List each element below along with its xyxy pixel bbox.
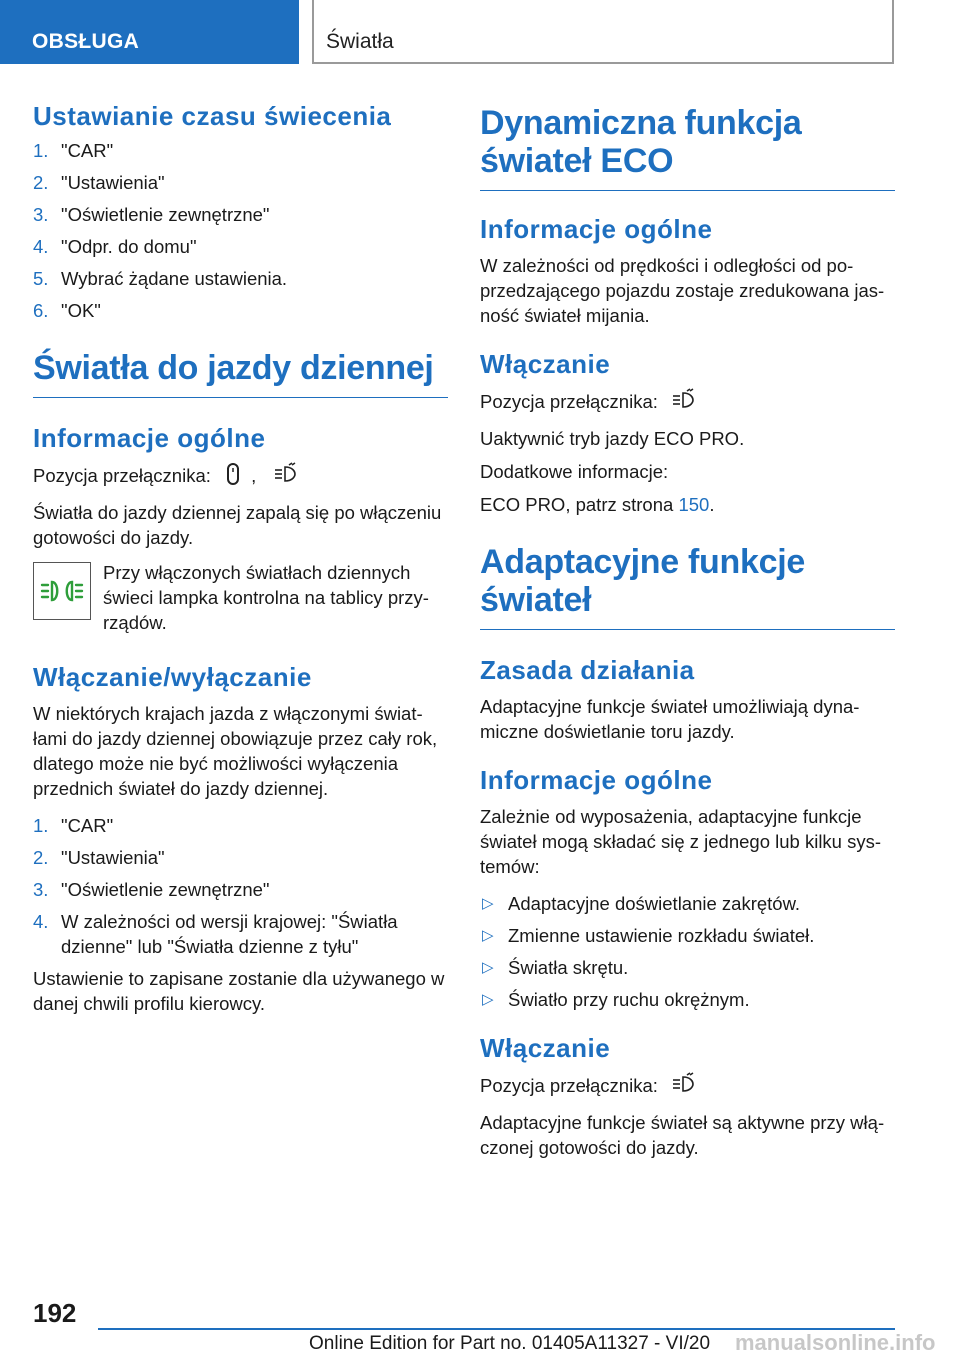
bullet-triangle-icon: ▷ [482,959,494,976]
steps-list-duration [33,138,448,323]
list-item-number: 6. [33,300,49,321]
eco-pro-reference-end: . [709,494,715,515]
list-item [480,955,895,980]
list-item-text: Wybrać żądane ustawienia. [61,268,288,289]
principle-paragraph: Adaptacyjne funkcje świateł umożliwiają dynamiczne doświetlanie toru jazdy. [480,696,860,742]
on-off-paragraph: W niektórych krajach jazda z włączonymi światłami do jazdy dziennej obowiązuje przez cały rok, dlatego może nie być możliwości wyłączenia przednich świateł do jazdy dziennej. [33,703,438,799]
list-item-number: 1. [33,815,49,836]
subheading-eco-general: Informacje ogólne [480,214,713,244]
list-item [33,813,448,838]
list-item-text: Adaptacyjne doświetlanie zakrętów. [508,893,801,914]
list-item [480,987,895,1012]
list-item-text: Światła skrętu. [508,957,629,978]
switch-position-line [33,462,448,492]
list-item [33,266,448,291]
auto-headlight-icon [671,388,697,418]
indicator-text: Przy włączonych światłach dziennych świeci lampka kontrolna na tablicy przyrządów. [103,562,429,633]
switch-position-label: Pozycja przełącznika: [480,390,658,412]
section-heading-duration: Ustawianie czasu świecenia [33,101,392,131]
list-item-number: 4. [33,236,49,257]
daylight-position-icon [224,462,242,492]
list-item [33,877,448,902]
eco-activate-paragraph: Uaktywnić tryb jazdy ECO PRO. [480,428,745,449]
right-column [480,100,895,1168]
list-item [480,891,895,916]
auto-headlight-icon [273,462,299,492]
list-item-text: "Odpr. do domu" [61,236,197,257]
list-item-number: 1. [33,140,49,161]
auto-headlight-icon [671,1072,697,1102]
additional-info-label: Dodatkowe informacje: [480,461,669,482]
subheading-general-info: Informacje ogólne [33,423,266,453]
list-item-text: Zmienne ustawienie rozkładu świateł. [508,925,815,946]
adaptive-general-paragraph: Zależnie od wyposażenia, adaptacyjne funkcje świateł mogą składać się z jednego lub kilku systemów: [480,806,882,877]
adaptive-systems-list [480,891,895,1012]
adaptive-active-paragraph: Adaptacyjne funkcje świateł są aktywne przy włączonej gotowości do jazdy. [480,1112,885,1158]
section-heading-daytime-lights: Światła do jazdy dziennej [33,349,448,398]
list-item-number: 3. [33,879,49,900]
list-item [33,298,448,323]
list-item [33,170,448,195]
subheading-adaptive-general: Informacje ogólne [480,765,713,795]
switch-position-label: Pozycja przełącznika: [480,1074,658,1096]
daytime-running-light-indicator-icon [33,562,91,620]
chapter-tab [312,0,894,64]
list-item-text: "Ustawienia" [61,847,165,868]
bullet-triangle-icon: ▷ [482,991,494,1008]
eco-pro-reference [480,492,895,517]
section-title: OBSŁUGA [32,30,140,53]
subheading-principle: Zasada działania [480,655,695,685]
list-item [33,138,448,163]
list-item [33,202,448,227]
subheading-on-off: Włączanie/wyłączanie [33,662,312,692]
list-item-number: 3. [33,204,49,225]
eco-switch-line [480,388,895,418]
bullet-triangle-icon: ▷ [482,927,494,944]
eco-pro-reference-text: ECO PRO, patrz strona [480,494,674,515]
list-item-text: "Oświetlenie zewnętrzne" [61,879,270,900]
section-tab [0,0,299,64]
indicator-note [33,560,448,635]
daytime-lights-paragraph: Światła do jazdy dziennej zapalą się po włączeniu gotowości do jazdy. [33,502,442,548]
switch-position-label: Pozycja przełącznika: [33,464,211,486]
list-item-text: "OK" [61,300,101,321]
left-column [33,100,448,1024]
section-heading-adaptive: Adaptacyjne funkcje świateł [480,543,895,630]
list-item-text: "Oświetlenie zewnętrzne" [61,204,270,225]
list-item [33,234,448,259]
list-item-text: W zależności od wersji krajowej: "Światła dzienne" lub "Światła dzienne z tyłu" [61,911,398,957]
chapter-title: Światła [326,30,394,53]
list-item-number: 4. [33,911,49,932]
switch-separator: , [251,464,257,486]
footer-watermark: manualsonline.info [735,1330,936,1355]
profile-note: Ustawienie to zapisane zostanie dla używanego w danej chwili profilu kierowcy. [33,968,445,1014]
page-number: 192 [33,1298,77,1328]
bullet-triangle-icon: ▷ [482,895,494,912]
list-item-text: "CAR" [61,140,114,161]
subheading-eco-enable: Włączanie [480,349,611,379]
adaptive-switch-line [480,1072,895,1102]
list-item [33,845,448,870]
list-item-number: 2. [33,847,49,868]
page-link[interactable]: 150 [678,494,710,515]
section-heading-eco: Dynamiczna funkcja świateł ECO [480,104,895,191]
subheading-adaptive-enable: Włączanie [480,1033,611,1063]
list-item-text: Światło przy ruchu okrężnym. [508,989,750,1010]
list-item [33,909,448,959]
list-item-text: "CAR" [61,815,114,836]
list-item [480,923,895,948]
eco-general-paragraph: W zależności od prędkości i odległości od poprzedzającego pojazdu zostaje zredukowana jasność świateł mijania. [480,255,885,326]
list-item-text: "Ustawienia" [61,172,165,193]
list-item-number: 2. [33,172,49,193]
footer-edition: Online Edition for Part no. 01405A11327 - VI/20 [309,1333,711,1354]
list-item-number: 5. [33,268,49,289]
steps-list-on-off [33,813,448,959]
